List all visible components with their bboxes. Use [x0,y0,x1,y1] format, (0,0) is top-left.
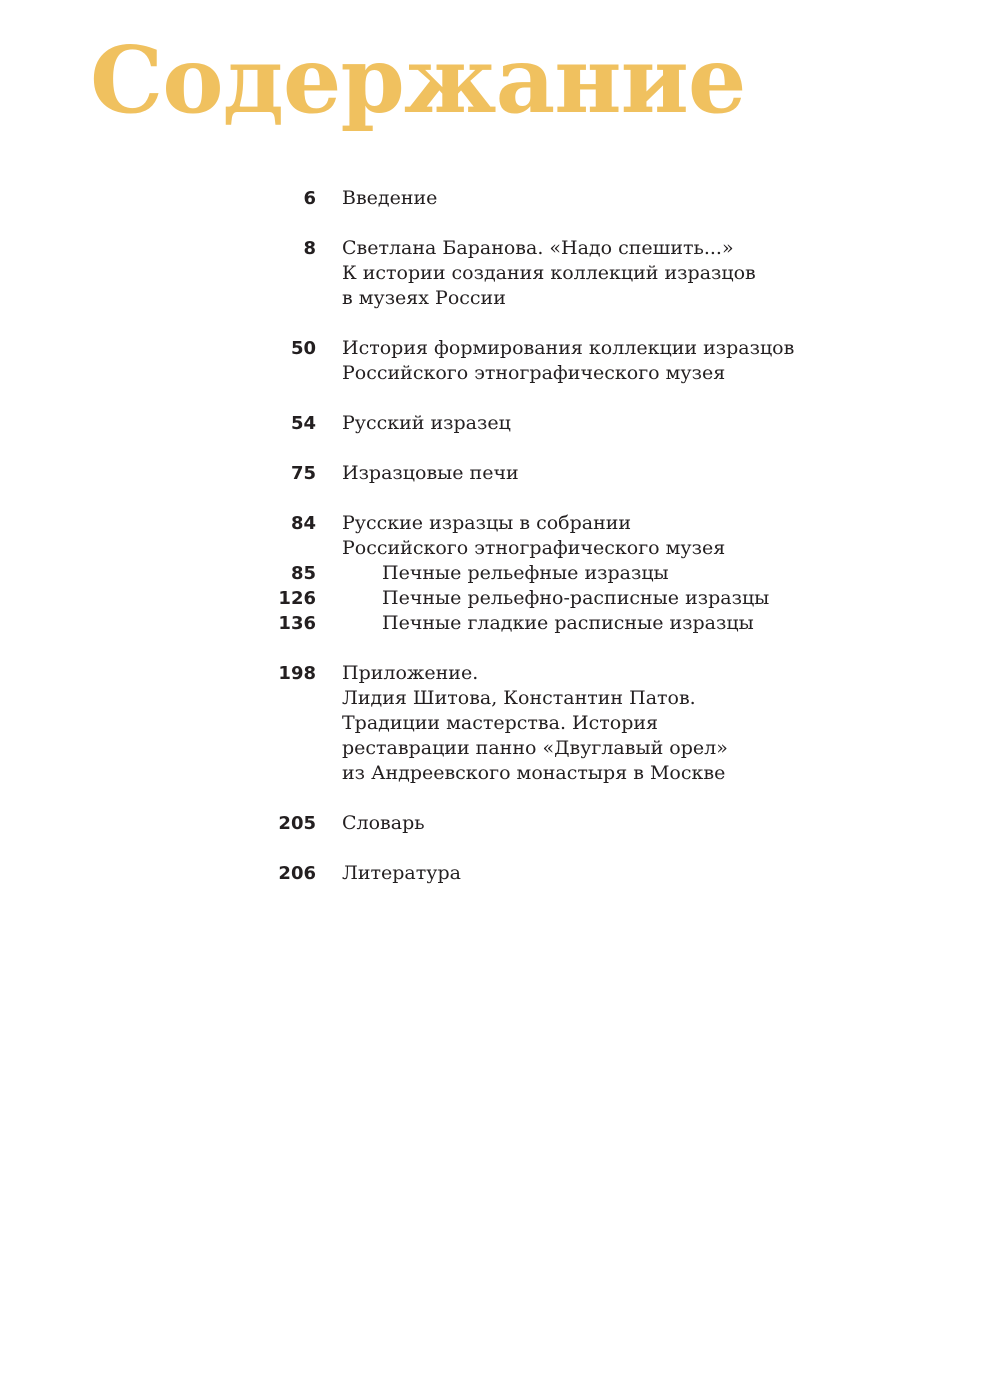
toc-entry-museum-collection[interactable] [0,511,1000,636]
toc-page-number: 75 [290,463,316,484]
toc-page-number: 50 [290,338,316,359]
toc-title-line: Российского этнографического музея [342,537,726,559]
toc-subentry-title: Печные рельефно-расписные изразцы [382,587,770,609]
table-of-contents [0,186,1000,911]
toc-page-number: 205 [278,813,316,834]
toc-title-line: К истории создания коллекций изразцов [342,262,756,284]
toc-entry-tile-stoves[interactable] [0,461,1000,486]
toc-subentry-relief-painted-tiles[interactable] [0,586,1000,611]
toc-title-line: Русский изразец [342,412,511,434]
toc-title-line: Русские изразцы в собрании [342,512,632,534]
toc-entry-glossary[interactable] [0,811,1000,836]
toc-entry-baranova[interactable] [0,236,1000,311]
toc-page-number: 85 [290,563,316,584]
toc-entry-collection-history[interactable] [0,336,1000,386]
toc-title-line: Российского этнографического музея [342,362,726,384]
toc-entry-introduction[interactable] [0,186,1000,211]
toc-title-line: реставрации панно «Двуглавый орел» [342,737,728,759]
toc-page-number: 54 [290,413,316,434]
toc-page-number: 8 [303,238,316,259]
toc-title-line: Литература [342,862,461,884]
toc-subentry-relief-tiles[interactable] [0,561,1000,586]
toc-entry-bibliography[interactable] [0,861,1000,886]
toc-title-line: Словарь [342,812,425,834]
toc-title-line: Традиции мастерства. История [342,712,659,734]
toc-subentry-title: Печные гладкие расписные изразцы [382,612,754,634]
toc-subentry-smooth-painted-tiles[interactable] [0,611,1000,636]
toc-page-number: 136 [278,613,316,634]
toc-entry-russian-tile[interactable] [0,411,1000,436]
toc-page-number: 6 [303,188,316,209]
toc-title-line: Приложение. [342,662,479,684]
toc-entry-appendix[interactable] [0,661,1000,786]
toc-page-number: 206 [278,863,316,884]
page-title: Содержание [90,26,746,134]
toc-title-line: Лидия Шитова, Константин Патов. [342,687,696,709]
toc-title-line: в музеях России [342,287,506,309]
toc-title-line: История формирования коллекции изразцов [342,337,795,359]
toc-subentry-title: Печные рельефные изразцы [382,562,669,584]
toc-page-number: 126 [278,588,316,609]
toc-title-line: Введение [342,187,438,209]
toc-title-line: Изразцовые печи [342,462,519,484]
toc-page-number: 84 [290,513,316,534]
toc-page-number: 198 [278,663,316,684]
toc-title-line: Светлана Баранова. «Надо спешить...» [342,237,734,259]
toc-title-line: из Андреевского монастыря в Москве [342,762,726,784]
